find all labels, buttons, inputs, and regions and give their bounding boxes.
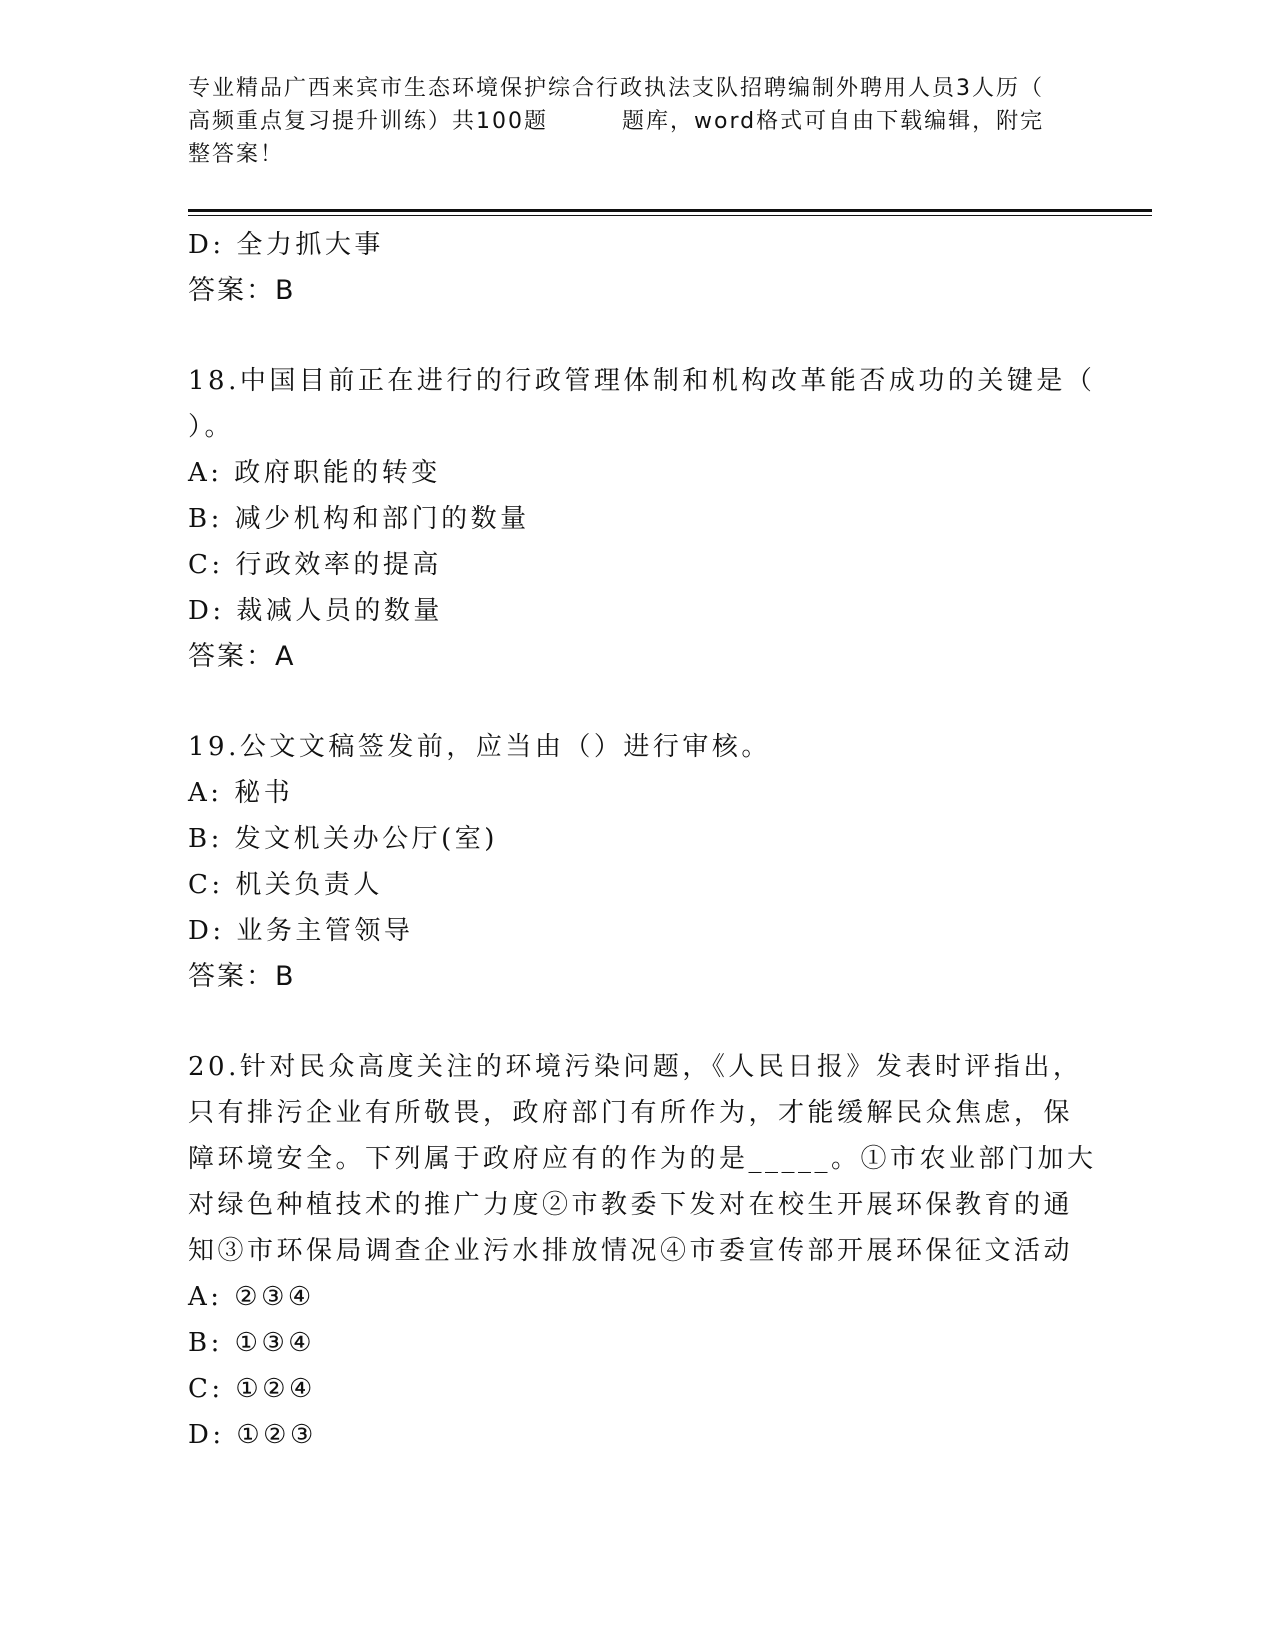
- option-b: B: ①③④: [188, 1328, 316, 1358]
- question-18: [188, 358, 1096, 680]
- question-stem: [188, 1044, 1097, 1274]
- option-a: A: 政府职能的转变: [188, 458, 441, 488]
- option-a: A: ②③④: [188, 1282, 315, 1312]
- stem-line: 只有排污企业有所敬畏，政府部门有所作为，才能缓解民众焦虑，保: [188, 1098, 1074, 1128]
- option-d: D: ①②③: [188, 1420, 317, 1450]
- document-body: [188, 222, 1097, 1458]
- question-stem: [188, 358, 1096, 450]
- question-stem: [188, 724, 1068, 770]
- option-c: C: ①②④: [188, 1374, 316, 1404]
- document-header: [188, 72, 1088, 171]
- prev-option-d: D: 全力抓大事: [188, 230, 384, 260]
- option-c: C: 行政效率的提高: [188, 550, 442, 580]
- stem-line: 障环境安全。下列属于政府应有的作为的是_____。①市农业部门加大: [188, 1144, 1097, 1174]
- stem-line: 对绿色种植技术的推广力度②市教委下发对在校生开展环保教育的通: [188, 1190, 1074, 1220]
- option-a: A: 秘书: [188, 778, 294, 808]
- header-line-2b: 题库，word格式可自由下载编辑，附完: [622, 109, 1045, 134]
- option-b: B: 发文机关办公厅(室): [188, 824, 498, 854]
- question-20: [188, 1044, 1097, 1458]
- option-b: B: 减少机构和部门的数量: [188, 504, 530, 534]
- stem-line: 知③市环保局调查企业污水排放情况④市委宣传部开展环保征文活动: [188, 1236, 1074, 1266]
- stem-line: 19.公文文稿签发前，应当由（）进行审核。: [188, 732, 771, 762]
- header-line-2a: 高频重点复习提升训练）共100题: [188, 109, 548, 134]
- header-line-3: 整答案！: [188, 142, 285, 167]
- header-divider-thin: [188, 215, 1152, 216]
- question-19: [188, 724, 1068, 1000]
- header-line-1: 专业精品广西来宾市生态环境保护综合行政执法支队招聘编制外聘用人员3人历（: [188, 76, 1044, 101]
- stem-line: ）。: [188, 412, 235, 442]
- answer: 答案：A: [188, 641, 296, 672]
- stem-line: 20.针对民众高度关注的环境污染问题，《人民日报》发表时评指出，: [188, 1052, 1083, 1082]
- prev-answer: 答案：B: [188, 275, 296, 306]
- header-divider-thick: [188, 209, 1152, 212]
- header-line-2: [188, 105, 1088, 138]
- option-c: C: 机关负责人: [188, 870, 383, 900]
- answer: 答案：B: [188, 961, 296, 992]
- option-d: D: 裁减人员的数量: [188, 596, 443, 626]
- stem-line: 18.中国目前正在进行的行政管理体制和机构改革能否成功的关键是（: [188, 366, 1096, 396]
- option-d: D: 业务主管领导: [188, 916, 414, 946]
